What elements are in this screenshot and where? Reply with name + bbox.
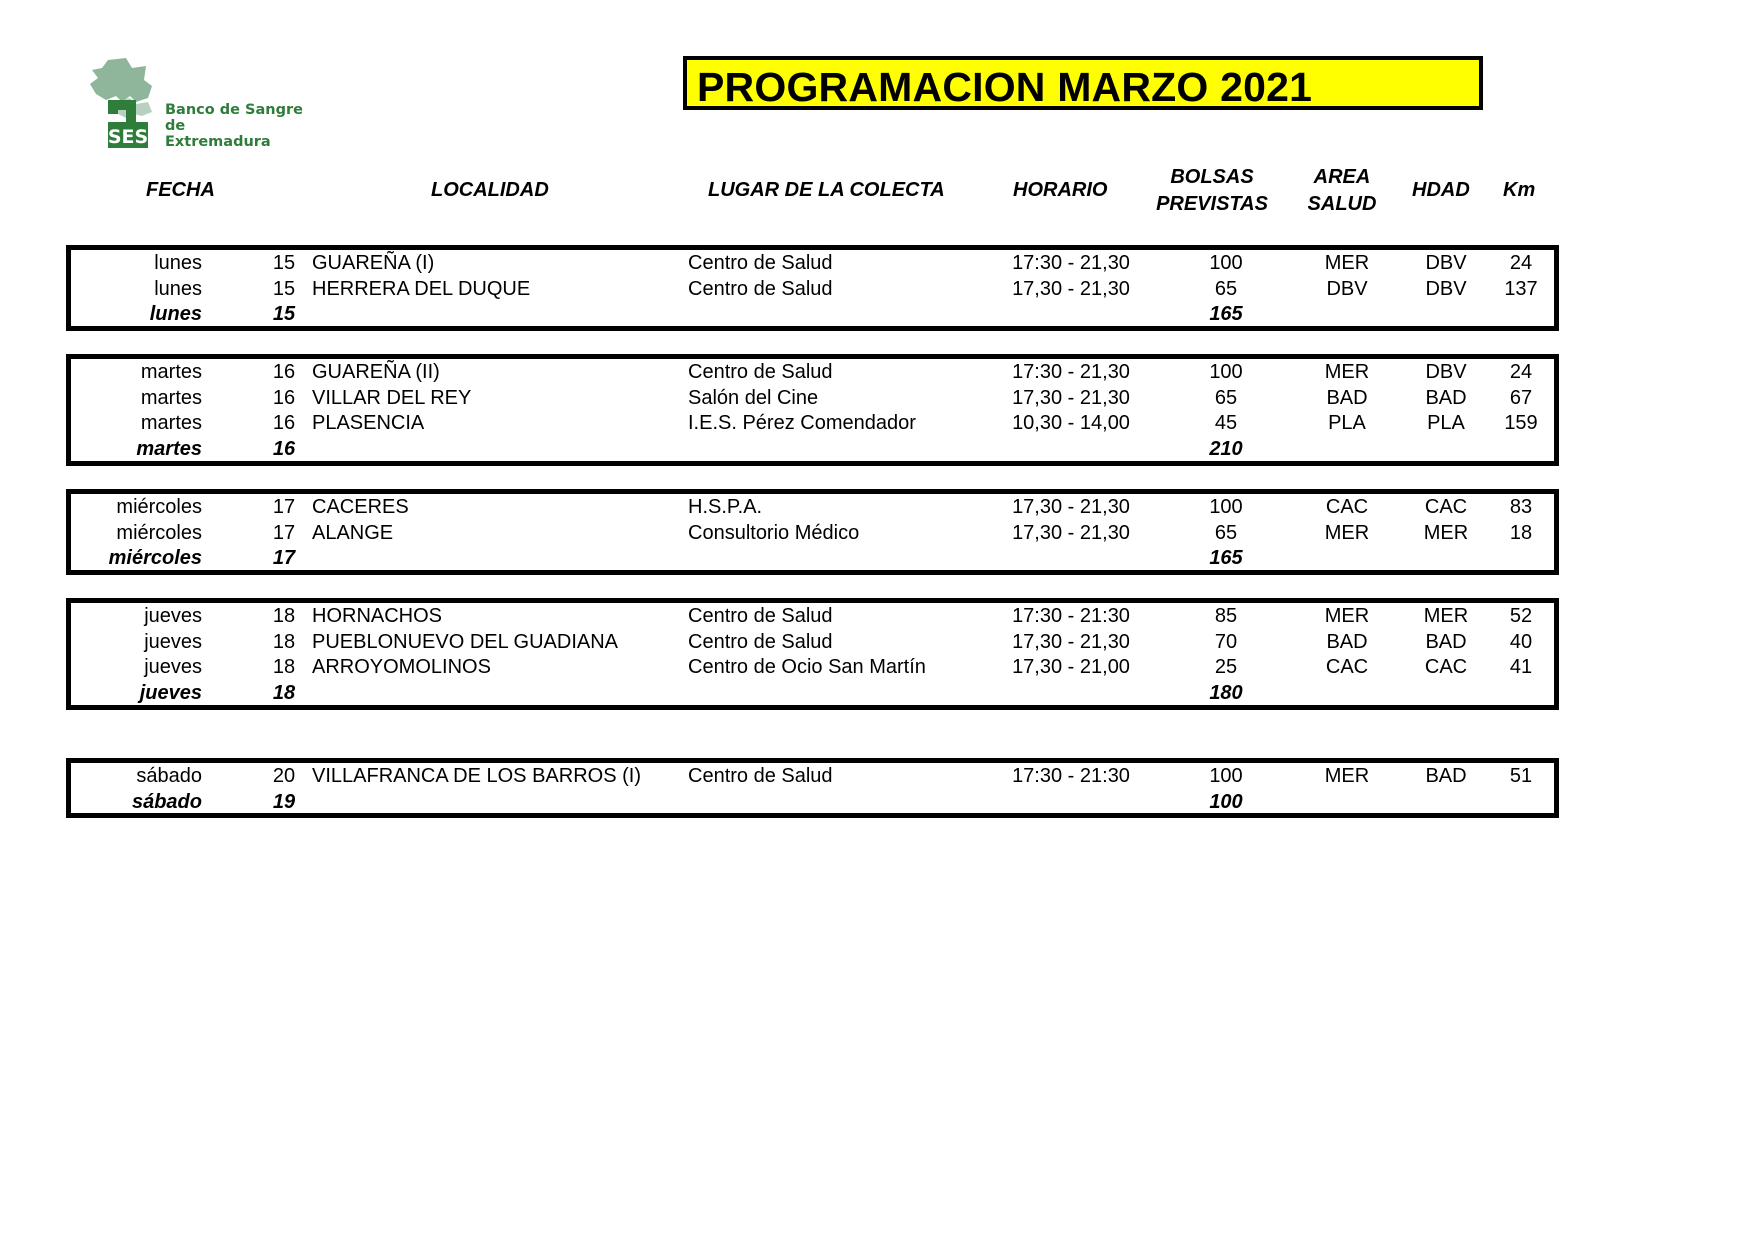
area-salud-cell: MER [1324, 765, 1370, 787]
summary-day-number: 15 [272, 303, 296, 325]
area-salud-cell: MER [1324, 521, 1370, 544]
fecha-cell: martes [140, 361, 202, 383]
horario-cell: 17:30 - 21:30 [1012, 605, 1130, 627]
header-hdad: HDAD [1412, 179, 1470, 201]
localidad-cell: ALANGE [312, 521, 394, 544]
fecha-cell: lunes [154, 252, 202, 274]
area-salud-cell: MER [1324, 361, 1370, 383]
summary-row [71, 301, 1554, 327]
day-number-cell: 20 [272, 765, 296, 787]
km-cell: 51 [1509, 765, 1533, 787]
summary-bolsas-total: 210 [1209, 437, 1243, 460]
localidad-cell: ARROYOMOLINOS [312, 656, 491, 678]
localidad-cell: PLASENCIA [312, 412, 425, 434]
fecha-cell: martes [140, 412, 202, 434]
day-number-cell: 18 [272, 605, 296, 627]
km-cell: 40 [1509, 630, 1533, 653]
day-group-martes [66, 354, 1559, 466]
hdad-cell: DBV [1425, 361, 1467, 383]
summary-row [71, 545, 1554, 571]
hdad-cell: DBV [1425, 252, 1467, 274]
localidad-cell: GUAREÑA (II) [312, 361, 440, 383]
day-number-cell: 16 [272, 361, 296, 383]
area-salud-cell: DBV [1326, 277, 1368, 300]
bolsas-cell: 65 [1214, 386, 1238, 409]
lugar-cell: Salón del Cine [688, 386, 819, 409]
lugar-cell: Consultorio Médico [688, 521, 860, 544]
header-horario: HORARIO [1013, 179, 1108, 201]
bolsas-cell: 45 [1214, 412, 1238, 434]
horario-cell: 17,30 - 21,30 [1012, 521, 1130, 544]
horario-cell: 10,30 - 14,00 [1012, 412, 1130, 434]
summary-bolsas-total: 180 [1209, 681, 1243, 704]
summary-day: sábado [131, 790, 202, 813]
title-box [683, 56, 1483, 110]
fecha-cell: sábado [136, 765, 202, 787]
fecha-cell: jueves [144, 605, 202, 627]
km-cell: 83 [1509, 496, 1533, 518]
localidad-cell: CACERES [312, 496, 409, 518]
hdad-cell: DBV [1425, 277, 1467, 300]
summary-day-number: 19 [272, 790, 296, 813]
lugar-cell: Centro de Salud [688, 252, 833, 274]
horario-cell: 17,30 - 21,30 [1012, 630, 1130, 653]
area-salud-cell: MER [1324, 605, 1370, 627]
localidad-cell: GUAREÑA (I) [312, 252, 435, 274]
area-salud-cell: BAD [1326, 386, 1368, 409]
day-number-cell: 15 [272, 252, 296, 274]
table-row [71, 654, 1554, 680]
horario-cell: 17,30 - 21,30 [1012, 496, 1130, 518]
lugar-cell: Centro de Salud [688, 361, 833, 383]
km-cell: 159 [1504, 412, 1538, 434]
summary-day-number: 17 [272, 547, 296, 569]
lugar-cell: Centro de Salud [688, 765, 833, 787]
table-row [71, 520, 1554, 546]
bolsas-cell: 25 [1214, 656, 1238, 678]
day-group-lunes [66, 245, 1559, 331]
hdad-cell: MER [1423, 605, 1469, 627]
day-number-cell: 15 [272, 277, 296, 300]
bolsas-cell: 70 [1214, 630, 1238, 653]
km-cell: 24 [1509, 361, 1533, 383]
header-fecha: FECHA [146, 179, 215, 201]
summary-day-number: 16 [272, 437, 296, 460]
table-row [71, 276, 1554, 302]
day-group-miercoles [66, 489, 1559, 575]
ses-logo [86, 56, 326, 152]
km-cell: 137 [1504, 277, 1538, 300]
summary-day: martes [136, 437, 202, 460]
hdad-cell: BAD [1425, 630, 1467, 653]
localidad-cell: PUEBLONUEVO DEL GUADIANA [312, 630, 619, 653]
summary-row [71, 680, 1554, 706]
day-number-cell: 16 [272, 412, 296, 434]
summary-day: miércoles [108, 547, 202, 569]
localidad-cell: HORNACHOS [312, 605, 443, 627]
fecha-cell: miércoles [116, 521, 202, 544]
bolsas-cell: 100 [1209, 252, 1243, 274]
day-group-jueves [66, 598, 1559, 710]
summary-bolsas-total: 100 [1209, 790, 1243, 813]
fecha-cell: martes [140, 386, 202, 409]
localidad-cell: HERRERA DEL DUQUE [312, 277, 531, 300]
hdad-cell: BAD [1425, 386, 1467, 409]
hdad-cell: PLA [1427, 412, 1465, 434]
header-bolsas: BOLSAS PREVISTAS [1156, 166, 1268, 215]
area-salud-cell: CAC [1325, 496, 1369, 518]
bolsas-cell: 65 [1214, 521, 1238, 544]
table-row [71, 629, 1554, 655]
km-cell: 24 [1509, 252, 1533, 274]
horario-cell: 17:30 - 21,30 [1012, 252, 1130, 274]
table-row [71, 250, 1554, 276]
table-row [71, 359, 1554, 385]
hdad-cell: CAC [1424, 496, 1468, 518]
lugar-cell: H.S.P.A. [688, 496, 763, 518]
header-area-salud: AREA SALUD [1307, 166, 1377, 215]
day-number-cell: 16 [272, 386, 296, 409]
table-row [71, 603, 1554, 629]
fecha-cell: miércoles [116, 496, 202, 518]
lugar-cell: Centro de Salud [688, 277, 833, 300]
summary-row [71, 436, 1554, 462]
summary-day: jueves [139, 681, 202, 704]
table-row [71, 763, 1554, 789]
org-name: Banco de Sangre de Extremadura [165, 102, 303, 150]
header-lugar: LUGAR DE LA COLECTA [708, 179, 945, 201]
bolsas-cell: 100 [1209, 496, 1243, 518]
hdad-cell: BAD [1425, 765, 1467, 787]
area-salud-cell: PLA [1328, 412, 1366, 434]
lugar-cell: Centro de Salud [688, 605, 833, 627]
fecha-cell: jueves [144, 630, 202, 653]
summary-bolsas-total: 165 [1209, 303, 1243, 325]
summary-bolsas-total: 165 [1209, 547, 1243, 569]
km-cell: 67 [1509, 386, 1533, 409]
day-number-cell: 18 [272, 656, 296, 678]
fecha-cell: lunes [154, 277, 202, 300]
page-title: PROGRAMACION MARZO 2021 [697, 64, 1313, 110]
day-number-cell: 18 [272, 630, 296, 653]
bolsas-cell: 100 [1209, 765, 1243, 787]
day-number-cell: 17 [272, 521, 296, 544]
localidad-cell: VILLAR DEL REY [312, 386, 472, 409]
table-row [71, 494, 1554, 520]
area-salud-cell: MER [1324, 252, 1370, 274]
horario-cell: 17,30 - 21,00 [1012, 656, 1130, 678]
summary-day-number: 18 [272, 681, 296, 704]
horario-cell: 17:30 - 21:30 [1012, 765, 1130, 787]
horario-cell: 17:30 - 21,30 [1012, 361, 1130, 383]
horario-cell: 17,30 - 21,30 [1012, 386, 1130, 409]
fecha-cell: jueves [144, 656, 202, 678]
km-cell: 52 [1509, 605, 1533, 627]
ses-abbr: SES [107, 126, 149, 148]
km-cell: 18 [1509, 521, 1533, 544]
extremadura-map-icon [86, 56, 166, 152]
day-number-cell: 17 [272, 496, 296, 518]
hdad-cell: CAC [1424, 656, 1468, 678]
bolsas-cell: 65 [1214, 277, 1238, 300]
bolsas-cell: 85 [1214, 605, 1238, 627]
bolsas-cell: 100 [1209, 361, 1243, 383]
localidad-cell: VILLAFRANCA DE LOS BARROS (I) [312, 765, 641, 787]
area-salud-cell: CAC [1325, 656, 1369, 678]
table-row [71, 410, 1554, 436]
horario-cell: 17,30 - 21,30 [1012, 277, 1130, 300]
hdad-cell: MER [1423, 521, 1469, 544]
day-group-sabado [66, 758, 1559, 818]
area-salud-cell: BAD [1326, 630, 1368, 653]
table-row [71, 385, 1554, 411]
header-km: Km [1503, 179, 1536, 201]
summary-row [71, 789, 1554, 815]
summary-day: lunes [149, 303, 202, 325]
lugar-cell: I.E.S. Pérez Comendador [688, 412, 916, 434]
header-localidad: LOCALIDAD [431, 179, 549, 201]
km-cell: 41 [1509, 656, 1533, 678]
lugar-cell: Centro de Salud [688, 630, 833, 653]
lugar-cell: Centro de Ocio San Martín [688, 656, 926, 678]
